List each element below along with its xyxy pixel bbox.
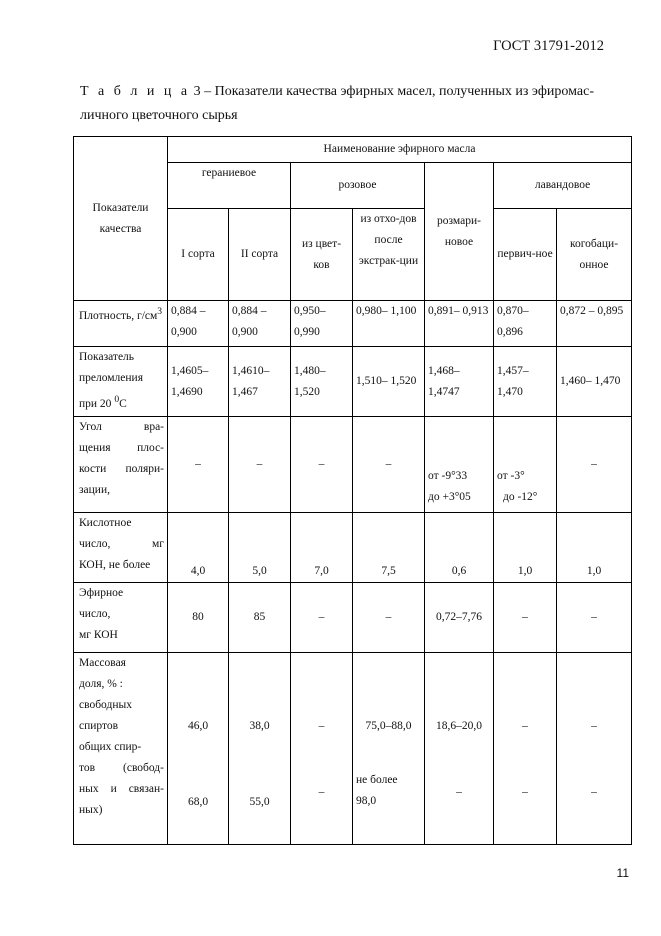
header-row-1 bbox=[74, 137, 632, 163]
row-density bbox=[74, 301, 632, 347]
acid-value: 5,0 bbox=[229, 513, 291, 583]
label-refraction-sup: 0 bbox=[114, 394, 120, 405]
quality-table bbox=[73, 136, 632, 845]
header-rosemary: розмари-новое bbox=[425, 163, 494, 301]
header-grade-1: I сорта bbox=[168, 209, 229, 301]
caption-text: 3 – Показатели качества эфирных масел, полученных из эфиромас-личного цветочного сырья bbox=[80, 84, 594, 123]
rotation-value: – bbox=[557, 417, 632, 513]
caption-label: Т а б л и ц а bbox=[80, 84, 191, 99]
refraction-value: 1,468– 1,4747 bbox=[425, 347, 494, 417]
label-line: зации, bbox=[79, 484, 110, 496]
mass-lavender-cohobation bbox=[557, 653, 632, 845]
density-value: 0,950– 0,990 bbox=[291, 301, 353, 347]
header-indicators: Показатели качества bbox=[74, 137, 168, 301]
header-rose-flowers: из цвет-ков bbox=[291, 209, 353, 301]
label-line-text: при 20 bbox=[79, 397, 115, 410]
acid-value: 0,6 bbox=[425, 513, 494, 583]
mass-total: – bbox=[456, 786, 462, 798]
label-refraction bbox=[74, 347, 168, 417]
density-value: 0,891– 0,913 bbox=[425, 301, 494, 347]
rotation-value: – bbox=[291, 417, 353, 513]
ester-value: 0,72–7,76 bbox=[425, 583, 494, 653]
mass-total: – bbox=[522, 786, 528, 798]
rotation-lavender-primary bbox=[494, 417, 557, 513]
mass-lavender-primary bbox=[494, 653, 557, 845]
label-line: тов (свобод- bbox=[79, 762, 164, 774]
row-ester bbox=[74, 583, 632, 653]
row-acid bbox=[74, 513, 632, 583]
acid-value: 4,0 bbox=[168, 513, 229, 583]
header-lavender: лавандовое bbox=[494, 163, 632, 209]
label-line: щения плос- bbox=[79, 442, 164, 454]
header-lavender-primary: первич-ное bbox=[494, 209, 557, 301]
label-line: число, bbox=[79, 608, 111, 620]
label-line: Эфирное bbox=[79, 587, 124, 599]
row-rotation bbox=[74, 417, 632, 513]
standard-number: ГОСТ 31791-2012 bbox=[493, 38, 604, 54]
row-refraction bbox=[74, 347, 632, 417]
ester-value: 80 bbox=[168, 583, 229, 653]
mass-free: – bbox=[522, 720, 528, 732]
mass-rose-waste bbox=[353, 653, 425, 845]
refraction-value: 1,457– 1,470 bbox=[494, 347, 557, 417]
acid-value: 7,5 bbox=[353, 513, 425, 583]
rotation-value: – bbox=[229, 417, 291, 513]
label-line: доля, % : bbox=[79, 678, 123, 690]
label-line: спиртов bbox=[79, 720, 119, 732]
header-grade-2: II сорта bbox=[229, 209, 291, 301]
rotation-value: – bbox=[168, 417, 229, 513]
label-acid bbox=[74, 513, 168, 583]
header-rose: розовое bbox=[291, 163, 425, 209]
header-oil-name: Наименование эфирного масла bbox=[168, 137, 632, 163]
label-refraction-unit: С bbox=[119, 397, 127, 410]
label-line bbox=[79, 389, 164, 415]
density-value: 0,980– 1,100 bbox=[353, 301, 425, 347]
label-line: кости поляри- bbox=[79, 463, 164, 475]
ester-value: – bbox=[353, 583, 425, 653]
label-line: мг КОН bbox=[79, 629, 118, 641]
ester-value: – bbox=[557, 583, 632, 653]
label-line: преломления bbox=[79, 372, 143, 384]
density-value: 0,884 – 0,900 bbox=[168, 301, 229, 347]
rotation-from: от -3° bbox=[497, 470, 525, 482]
density-value: 0,870– 0,896 bbox=[494, 301, 557, 347]
rotation-to: до +3°05 bbox=[428, 491, 471, 503]
rotation-value: – bbox=[353, 417, 425, 513]
mass-geranium-1 bbox=[168, 653, 229, 845]
acid-value: 1,0 bbox=[494, 513, 557, 583]
mass-free: 18,6–20,0 bbox=[436, 720, 482, 732]
label-line: число, мг bbox=[79, 538, 164, 550]
mass-total: 55,0 bbox=[249, 796, 270, 808]
ester-value: 85 bbox=[229, 583, 291, 653]
label-line: Угол вра- bbox=[79, 421, 164, 433]
label-line: свободных bbox=[79, 699, 132, 711]
label-line: Кислотное bbox=[79, 517, 132, 529]
rotation-rosemary bbox=[425, 417, 494, 513]
label-line: общих спир- bbox=[79, 741, 142, 753]
rotation-to: до -12° bbox=[503, 491, 538, 503]
page-number: 11 bbox=[616, 866, 629, 880]
label-density bbox=[74, 301, 168, 347]
label-line: Массовая bbox=[79, 657, 126, 669]
refraction-value: 1,4610– 1,467 bbox=[229, 347, 291, 417]
mass-total: 68,0 bbox=[187, 796, 209, 808]
mass-rose-flowers bbox=[291, 653, 353, 845]
mass-free: 46,0 bbox=[187, 720, 209, 732]
header-rose-waste: из отхо-дов после экстрак-ции bbox=[353, 209, 425, 301]
refraction-value: 1,4605– 1,4690 bbox=[168, 347, 229, 417]
table-caption bbox=[80, 80, 632, 128]
mass-total: – bbox=[591, 786, 597, 798]
label-line: Показатель bbox=[79, 351, 135, 363]
refraction-value: 1,510– 1,520 bbox=[353, 347, 425, 417]
density-value: 0,884 – 0,900 bbox=[229, 301, 291, 347]
refraction-value: 1,480– 1,520 bbox=[291, 347, 353, 417]
refraction-value: 1,460– 1,470 bbox=[557, 347, 632, 417]
label-ester bbox=[74, 583, 168, 653]
density-value: 0,872 – 0,895 bbox=[557, 301, 632, 347]
header-lavender-cohobation: когобаци-онное bbox=[557, 209, 632, 301]
label-line: ных) bbox=[79, 804, 103, 816]
acid-value: 1,0 bbox=[557, 513, 632, 583]
row-mass-fraction bbox=[74, 653, 632, 845]
label-density-text: Плотность, г/см bbox=[79, 309, 158, 322]
label-density-sup: 3 bbox=[157, 306, 163, 317]
label-mass-fraction bbox=[74, 653, 168, 845]
mass-free: – bbox=[318, 720, 325, 732]
acid-value: 7,0 bbox=[291, 513, 353, 583]
label-line: ных и связан- bbox=[79, 783, 164, 795]
mass-total: – bbox=[318, 786, 325, 798]
mass-total: не более 98,0 bbox=[356, 774, 398, 807]
mass-geranium-2 bbox=[229, 653, 291, 845]
rotation-from: от -9°33 bbox=[428, 470, 468, 482]
mass-free: 75,0–88,0 bbox=[365, 720, 412, 732]
mass-free: 38,0 bbox=[249, 720, 270, 732]
header-geranium: гераниевое bbox=[168, 163, 291, 209]
ester-value: – bbox=[494, 583, 557, 653]
mass-free: – bbox=[591, 720, 597, 732]
ester-value: – bbox=[291, 583, 353, 653]
label-rotation bbox=[74, 417, 168, 513]
mass-rosemary bbox=[425, 653, 494, 845]
label-line: КОН, не более bbox=[79, 559, 151, 571]
